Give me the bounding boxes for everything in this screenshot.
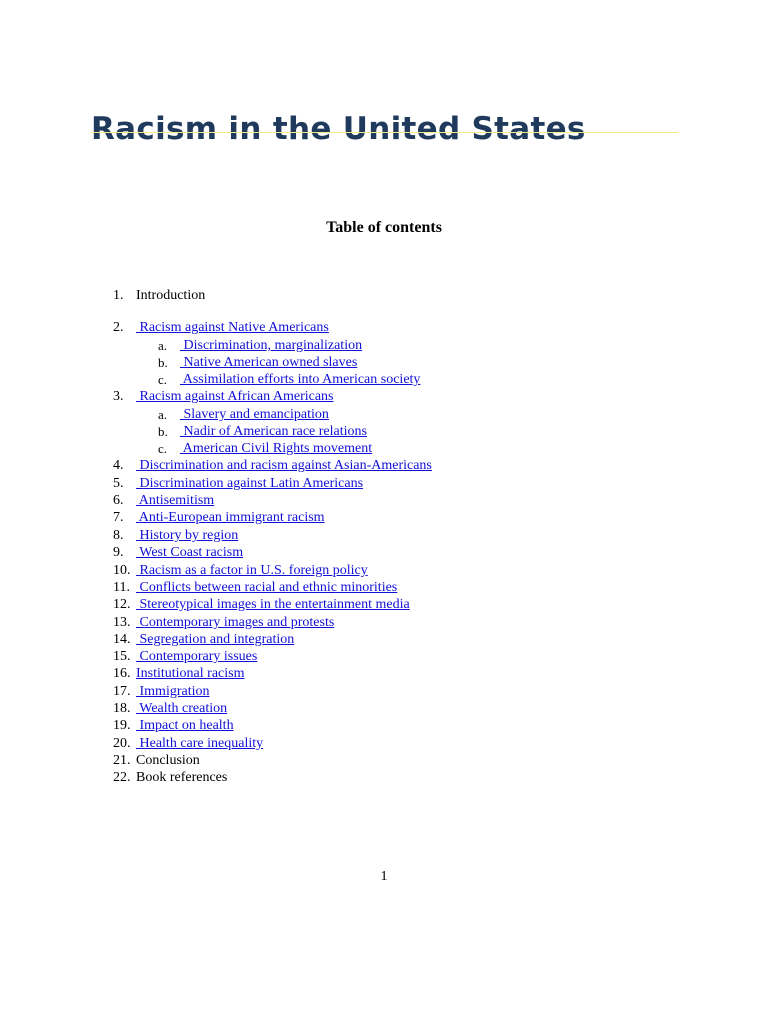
toc-entry-number: 15. (113, 649, 131, 664)
toc-entry-link[interactable]: Anti-European immigrant racism (136, 510, 325, 525)
toc-entry-number: 11. (113, 580, 130, 595)
toc-entry-link[interactable]: Antisemitism (136, 493, 215, 508)
toc-heading: Table of contents (326, 219, 442, 236)
toc-entry-number: a. (158, 407, 168, 422)
toc-entry-link[interactable]: Segregation and integration (136, 632, 295, 647)
toc-entry-number: 16. (113, 666, 131, 681)
toc-entry-link[interactable]: Racism against African Americans (136, 389, 334, 404)
toc-entry-number: 7. (113, 510, 124, 525)
toc-entry-link[interactable]: Nadir of American race relations (180, 424, 367, 439)
toc-entry-number: 21. (113, 753, 131, 768)
toc-entry-link[interactable]: Institutional racism (136, 666, 245, 681)
toc-entry-link[interactable]: Slavery and emancipation (180, 407, 329, 422)
toc-entry-number: 1. (113, 288, 124, 303)
toc-entry-number: 14. (113, 632, 131, 647)
toc-entry-label: Conclusion (136, 753, 200, 768)
toc-entry-number: 4. (113, 458, 124, 473)
toc-entry-number: 22. (113, 770, 131, 785)
toc-entry-number: 8. (113, 528, 124, 543)
toc-entry-number: a. (158, 338, 168, 353)
toc-entry-number: b. (158, 355, 168, 370)
title-underline-rule (91, 132, 678, 133)
toc-entry-number: 17. (113, 684, 131, 699)
page-number: 1 (380, 869, 388, 884)
toc-entry-link[interactable]: Racism as a factor in U.S. foreign policy (136, 563, 368, 578)
toc-entry-number: 2. (113, 320, 124, 335)
toc-entry-link[interactable]: Stereotypical images in the entertainment media (136, 597, 410, 612)
toc-entry-link[interactable]: Discrimination, marginalization (180, 338, 363, 353)
toc-entry-number: 9. (113, 545, 124, 560)
toc-entry-link[interactable]: Racism against Native Americans (136, 320, 329, 335)
toc-entry-number: c. (158, 441, 168, 456)
toc-entry-link[interactable]: History by region (136, 528, 239, 543)
toc-entry-label: Book references (136, 770, 228, 785)
toc-entry-link[interactable]: American Civil Rights movement (180, 441, 373, 456)
toc-entry-number: 19. (113, 718, 131, 733)
toc-entry-link[interactable]: Conflicts between racial and ethnic minorities (136, 580, 398, 595)
toc-entry-number: b. (158, 424, 168, 439)
toc-entry-number: 12. (113, 597, 131, 612)
document-title: Racism in the United States (91, 110, 586, 147)
toc-entry-link[interactable]: Native American owned slaves (180, 355, 358, 370)
toc-entry-number: 5. (113, 476, 124, 491)
toc-entry-link[interactable]: Health care inequality (136, 736, 264, 751)
toc-entry-link[interactable]: Assimilation efforts into American society (180, 372, 421, 387)
toc-entry-link[interactable]: Impact on health (136, 718, 234, 733)
toc-entry-number: 6. (113, 493, 124, 508)
toc-entry-number: 18. (113, 701, 131, 716)
toc-entry-number: 20. (113, 736, 131, 751)
toc-entry-link[interactable]: Discrimination and racism against Asian-Americans (136, 458, 432, 473)
toc-entry-link[interactable]: Discrimination against Latin Americans (136, 476, 364, 491)
toc-entry-link[interactable]: Wealth creation (136, 701, 228, 716)
toc-entry-link[interactable]: Contemporary images and protests (136, 615, 335, 630)
toc-entry-link[interactable]: Contemporary issues (136, 649, 258, 664)
toc-entry-number: 13. (113, 615, 131, 630)
toc-entry-number: 3. (113, 389, 124, 404)
toc-entry-link[interactable]: West Coast racism (136, 545, 244, 560)
toc-entry-link[interactable]: Immigration (136, 684, 210, 699)
toc-entry-number: c. (158, 372, 168, 387)
toc-entry-number: 10. (113, 563, 131, 578)
toc-entry-label: Introduction (136, 288, 206, 303)
